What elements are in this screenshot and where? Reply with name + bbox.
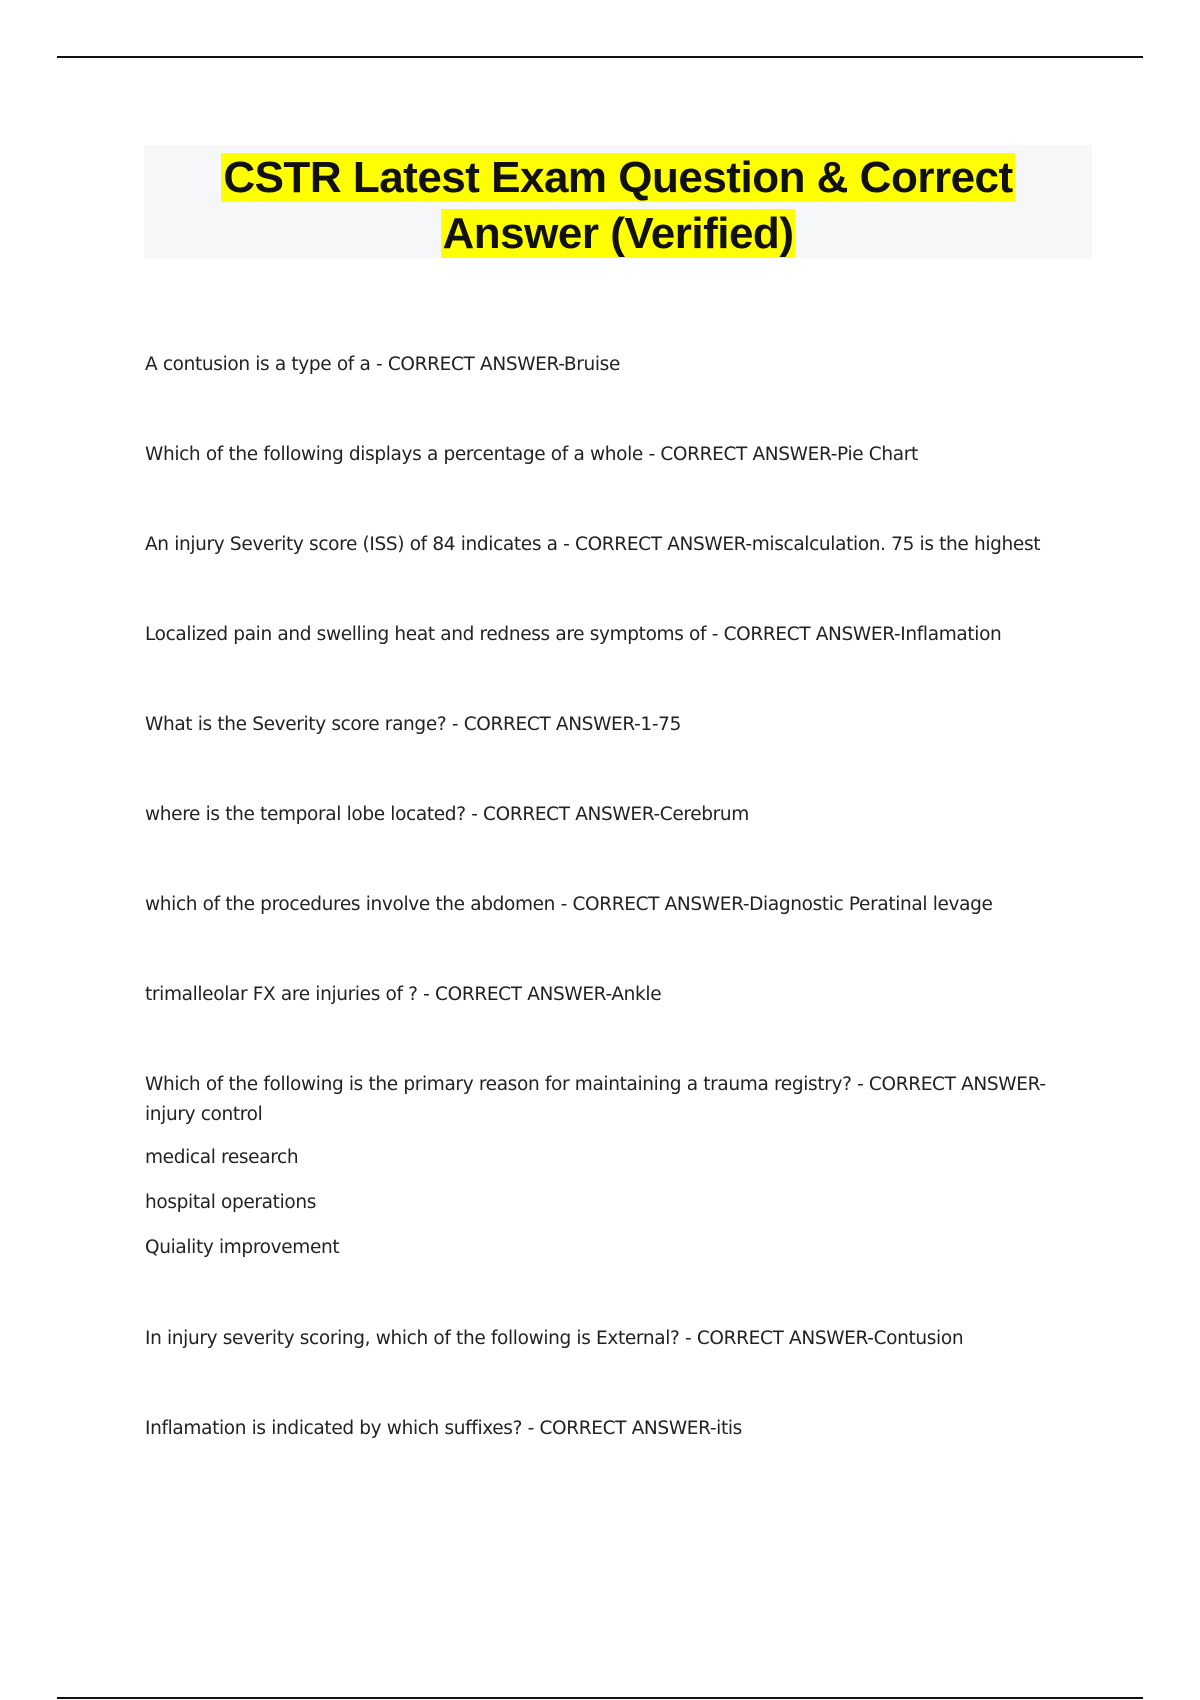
qa-item: trimalleolar FX are injuries of ? - CORRECT ANSWER-Ankle <box>145 984 662 1005</box>
answer-option: Quiality improvement <box>145 1237 340 1258</box>
qa-item: Inflamation is indicated by which suffixes? - CORRECT ANSWER-itis <box>145 1418 742 1439</box>
bottom-rule <box>57 1697 1143 1699</box>
qa-item: What is the Severity score range? - CORRECT ANSWER-1-75 <box>145 714 682 735</box>
answer-option: medical research <box>145 1147 299 1168</box>
registry-question-line-1: Which of the following is the primary reason for maintaining a trauma registry? - CORRECT ANSWER- <box>145 1074 1046 1095</box>
qa-item: where is the temporal lobe located? - CORRECT ANSWER-Cerebrum <box>145 804 749 825</box>
qa-item-registry <box>145 1070 1085 1263</box>
registry-question-line-2: injury control <box>145 1104 263 1125</box>
title-line-2: Answer (Verified) <box>442 209 794 258</box>
qa-list <box>145 350 1085 1444</box>
qa-item: which of the procedures involve the abdomen - CORRECT ANSWER-Diagnostic Peratinal levage <box>145 894 993 915</box>
qa-item: Localized pain and swelling heat and redness are symptoms of - CORRECT ANSWER-Inflamation <box>145 624 1002 645</box>
qa-item: In injury severity scoring, which of the following is External? - CORRECT ANSWER-Contusion <box>145 1328 964 1349</box>
document-title <box>144 145 1092 262</box>
qa-item: An injury Severity score (ISS) of 84 indicates a - CORRECT ANSWER-miscalculation. 75 is the highest <box>145 534 1041 555</box>
qa-item: A contusion is a type of a - CORRECT ANSWER-Bruise <box>145 354 620 375</box>
top-rule <box>57 56 1143 58</box>
qa-item: Which of the following displays a percentage of a whole - CORRECT ANSWER-Pie Chart <box>145 444 918 465</box>
title-banner <box>144 145 1092 258</box>
answer-option: hospital operations <box>145 1192 316 1213</box>
title-line-1: CSTR Latest Exam Question & Correct <box>223 153 1013 202</box>
